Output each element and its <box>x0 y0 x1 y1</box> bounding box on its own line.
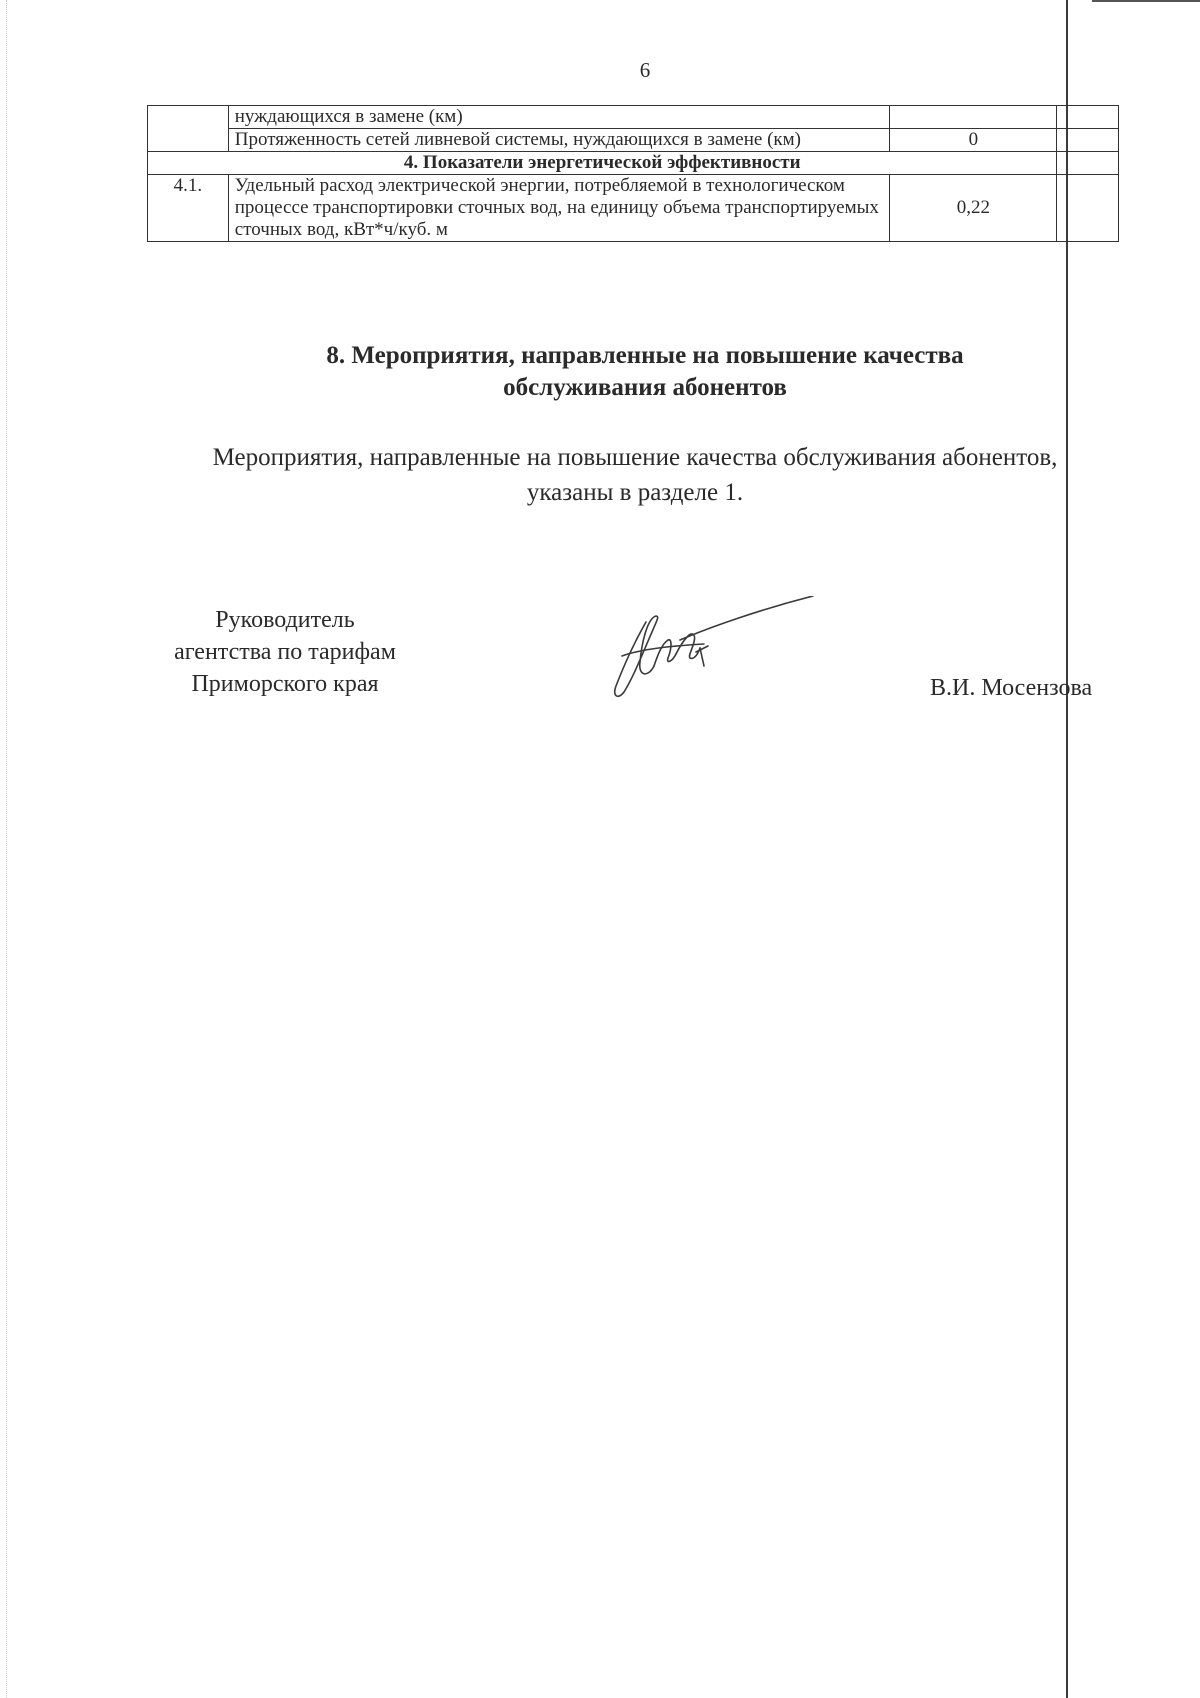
table-section-heading: 4. Показатели энергетической эффективности <box>148 152 1057 175</box>
table-row <box>148 175 1119 242</box>
page-number: 6 <box>639 58 651 82</box>
table-cell-value <box>890 106 1057 129</box>
table-cell-text: нуждающихся в замене (км) <box>228 106 890 129</box>
scan-top-artifact <box>1092 0 1200 2</box>
signer-title-line3: Приморского края <box>191 671 379 697</box>
scan-edge-artifact <box>6 0 8 1698</box>
table-cell-num: 4.1. <box>148 175 229 242</box>
table-cell-value: 0 <box>890 129 1057 152</box>
table-cell-num <box>148 106 229 152</box>
section-8-text <box>140 440 1130 510</box>
handwritten-signature <box>608 596 828 706</box>
table-cell-text: Удельный расход электрической энергии, потребляемой в технологическом процессе транспортировки сточных вод, на единицу объема транспортируемых сточных вод, кВт*ч/куб. м <box>228 175 890 242</box>
table-cell-value: 0,22 <box>890 175 1057 242</box>
table-row <box>148 129 1119 152</box>
table-cell-extra <box>1057 129 1119 152</box>
signer-title-line2: агентства по тарифам <box>174 639 396 665</box>
indicators-table <box>147 105 1119 242</box>
signer-title-line1: Руководитель <box>215 607 355 633</box>
table-cell-extra <box>1057 106 1119 129</box>
table-cell-extra <box>1057 152 1119 175</box>
section-8-heading-line2: обслуживания абонентов <box>503 374 787 401</box>
section-8-text-line1: Мероприятия, направленные на повышение качества обслуживания абонентов, <box>212 444 1058 471</box>
table-cell-text: Протяженность сетей ливневой системы, нуждающихся в замене (км) <box>228 129 890 152</box>
section-8-text-line2: указаны в разделе 1. <box>526 479 744 506</box>
section-8-heading-line1: 8. Мероприятия, направленные на повышение качества <box>326 342 964 369</box>
table-row <box>148 106 1119 129</box>
section-8-heading <box>0 340 1200 404</box>
signer-name: В.И. Мосензова <box>930 675 1093 701</box>
table-cell-extra <box>1057 175 1119 242</box>
signer-title <box>140 604 430 700</box>
table-section-row <box>148 152 1119 175</box>
scan-line-artifact <box>1066 0 1068 1698</box>
